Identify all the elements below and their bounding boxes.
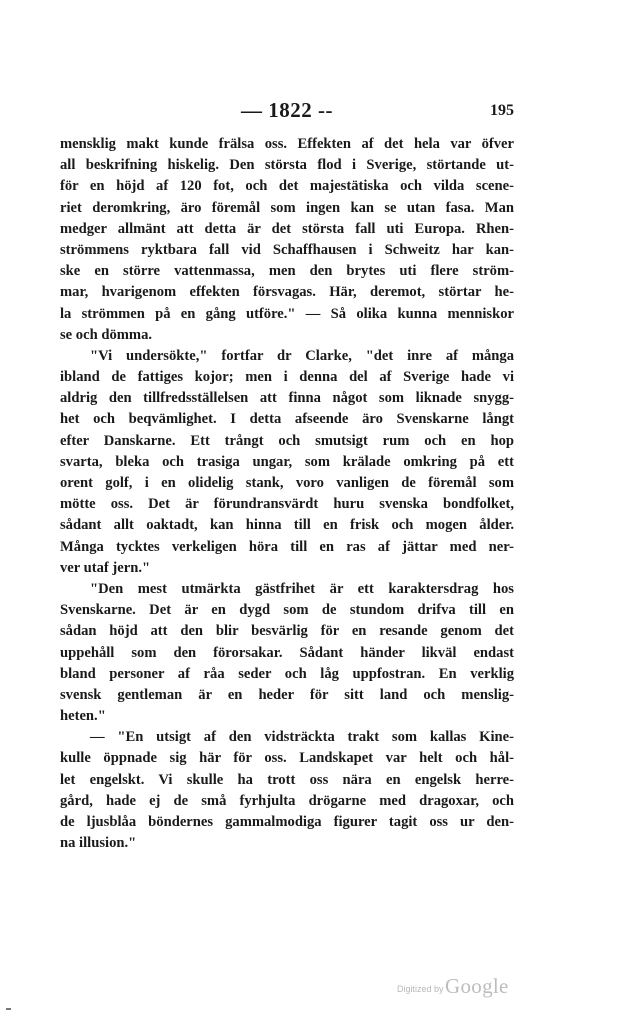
text-line: för en höjd af 120 fot, och det majestätiska och vilda scene-	[60, 178, 514, 195]
text-line: se och dömma.	[60, 326, 153, 343]
text-line: orent golf, i en olidelig stank, voro vanligen de föremål som	[60, 475, 514, 491]
text-line: het och beqvämlighet. I detta afseende äro Svenskarne långt	[60, 411, 514, 428]
digitization-watermark	[397, 974, 527, 1000]
text-line: aldrig den tillfredsställelsen att finna något som liknade snygg-	[60, 390, 514, 407]
text-line: strömmens ryktbara fall vid Schaffhausen i Schweitz har kan-	[60, 241, 514, 258]
text-line: sådant allt oaktadt, kan hinna till en frisk och mogen ålder.	[60, 517, 514, 534]
text-line: na illusion."	[60, 835, 137, 852]
page-number: 195	[490, 102, 514, 119]
body-text	[60, 134, 514, 854]
text-line: medger allmänt att detta är det största fall uti Europa. Rhen-	[60, 220, 514, 237]
text-line: mötte oss. Det är förundransvärdt huru svenska bondfolket,	[60, 496, 514, 513]
text-line: de ljusblåa böndernes gammalmodiga figurer tagit oss ur den-	[60, 814, 514, 830]
digitized-by-label: Digitized by	[397, 984, 444, 994]
text-line: let engelskt. Vi skulle ha trott oss nära en engelsk herre-	[60, 771, 514, 788]
text-line: riet deromkring, äro föremål som ingen kan se utan fasa. Man	[60, 199, 514, 216]
text-line: bland personer af råa seder och låg uppfostran. En verklig	[60, 665, 514, 682]
text-line: efter Danskarne. Ett trångt och smutsigt rum och en hop	[60, 432, 514, 449]
text-line: all beskrifning hiskelig. Den största flod i Sverige, störtande ut-	[60, 157, 514, 174]
text-line: mar, hvarigenom effekten försvagas. Här, deremot, störtar he-	[60, 284, 514, 301]
text-line: — "En utsigt af den vidsträckta trakt som kallas Kine-	[90, 729, 514, 746]
text-line: mensklig makt kunde frälsa oss. Effekten af det hela var öfver	[60, 136, 514, 152]
text-line: sådan höjd att den blir besvärlig för en resande genom det	[60, 623, 514, 640]
text-line: Många tycktes verkeligen höra till en ras af jättar med ner-	[60, 538, 514, 555]
text-line: svensk gentleman är en heder för sitt land och menslig-	[60, 686, 514, 703]
running-header	[60, 98, 514, 126]
text-line: ske en större vattenmassa, men den brytes uti flere ström-	[60, 263, 514, 280]
text-line: la strömmen på en gång utföre." — Så olika kunna menniskor	[60, 305, 514, 322]
text-line: "Den mest utmärkta gästfrihet är ett karaktersdrag hos	[90, 580, 514, 597]
text-line: uppehåll som den förorsakar. Sådant händer likväl endast	[60, 644, 514, 661]
text-line: gård, hade ej de små fyrhjulta drögarne med dragoxar, och	[60, 792, 514, 809]
text-line: ibland de fattiges kojor; men i denna del af Sverige hade vi	[60, 369, 514, 386]
text-line: "Vi undersökte," fortfar dr Clarke, "det inre af många	[90, 347, 514, 364]
scan-mark	[6, 1008, 11, 1010]
header-year: — 1822 --	[241, 98, 333, 122]
text-line: heten."	[60, 708, 106, 725]
text-line: ver utaf jern."	[60, 559, 151, 576]
text-line: kulle öppnade sig här för oss. Landskapet var helt och hål-	[60, 750, 514, 767]
text-line: svarta, bleka och trasiga ungar, som krälade omkring på ett	[60, 453, 514, 470]
google-logo: Google	[445, 974, 509, 998]
text-line: Svenskarne. Det är en dygd som de stundom drifva till en	[60, 602, 514, 619]
